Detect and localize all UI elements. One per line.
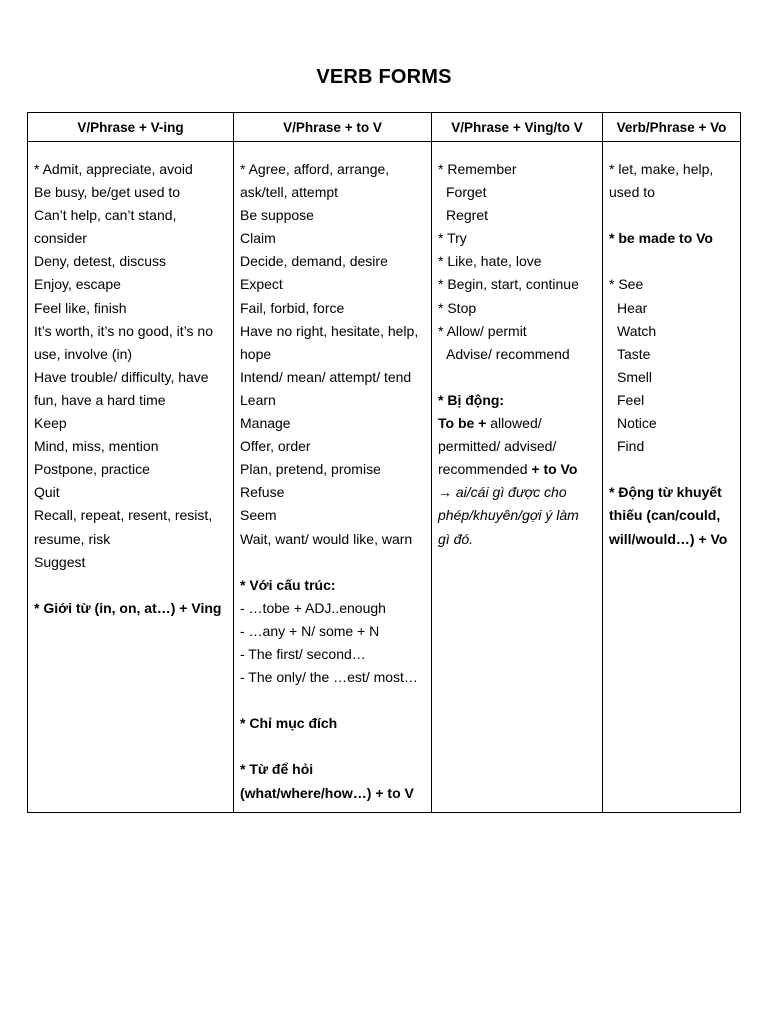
- list-item: Keep: [34, 415, 67, 432]
- list-item: Have no right, hesitate, help,: [240, 322, 419, 339]
- list-item: Wait, want/ would like, warn: [240, 530, 413, 547]
- question-word-note: * Từ để hỏi: [240, 761, 314, 778]
- list-item: Deny, detest, discuss: [34, 253, 167, 270]
- list-item: Regret: [446, 207, 489, 224]
- list-item: consider: [34, 230, 87, 247]
- list-item: ask/tell, attempt: [240, 184, 339, 201]
- header-ving: V/Phrase + V-ing: [28, 113, 234, 142]
- passive-verbs: recommended: [438, 461, 532, 478]
- list-item: Claim: [240, 230, 276, 247]
- made-note: * be made to Vo: [609, 230, 713, 247]
- list-item: * Agree, afford, arrange,: [240, 161, 390, 177]
- list-item: fun, have a hard time: [34, 391, 166, 408]
- list-item: * Like, hate, love: [438, 253, 542, 270]
- header-ving-or-to-v: V/Phrase + Ving/to V: [432, 113, 603, 142]
- blank-line: [609, 458, 734, 481]
- meaning-line: phép/khuyên/gợi ý làm: [438, 507, 579, 524]
- list-item: Recall, repeat, resent, resist,: [34, 507, 213, 524]
- cell-vo: [603, 142, 741, 813]
- blank-line: [609, 250, 734, 273]
- list-item: Find: [617, 438, 645, 455]
- list-item: It’s worth, it’s no good, it’s no: [34, 322, 213, 339]
- passive-heading: * Bị động:: [438, 391, 505, 408]
- question-word-note-cont: (what/where/how…) + to V: [240, 784, 414, 801]
- list-item: * See: [609, 276, 644, 293]
- list-item: Have trouble/ difficulty, have: [34, 368, 209, 385]
- list-item: Learn: [240, 391, 276, 408]
- list-item: * Try: [438, 230, 467, 247]
- structure-item: - The only/ the …est/ most…: [240, 669, 418, 686]
- list-item: * Allow/ permit: [438, 322, 527, 339]
- verb-forms-table: [27, 112, 741, 813]
- modal-note: will/would…) + Vo: [609, 530, 728, 547]
- purpose-note: * Chỉ mục đích: [240, 715, 338, 732]
- meaning-line: → ai/cái gì được cho: [438, 484, 567, 501]
- list-item: Seem: [240, 507, 277, 524]
- content-row: [28, 142, 741, 813]
- list-item: Feel like, finish: [34, 299, 127, 316]
- list-item: Expect: [240, 276, 283, 293]
- list-item: use, involve (in): [34, 345, 133, 362]
- list-item: resume, risk: [34, 530, 111, 547]
- list-item: hope: [240, 345, 272, 362]
- header-vo: Verb/Phrase + Vo: [603, 113, 741, 142]
- list-item: Intend/ mean/ attempt/ tend: [240, 368, 412, 385]
- list-item: Quit: [34, 484, 60, 501]
- structure-item: - …tobe + ADJ..enough: [240, 599, 386, 616]
- list-item: Can’t help, can’t stand,: [34, 207, 177, 224]
- blank-line: [240, 689, 425, 712]
- list-item: Decide, demand, desire: [240, 253, 388, 270]
- structure-heading: * Với cấu trúc:: [240, 576, 336, 593]
- structure-item: - …any + N/ some + N: [240, 622, 380, 639]
- passive-line: [438, 458, 596, 481]
- header-to-v: V/Phrase + to V: [234, 113, 432, 142]
- list-item: * Admit, appreciate, avoid: [34, 161, 193, 177]
- list-item: Postpone, practice: [34, 461, 150, 478]
- list-item: Offer, order: [240, 438, 311, 455]
- passive-tobe: To be +: [438, 415, 487, 432]
- passive-tovo: + to Vo: [531, 461, 578, 478]
- list-item: Fail, forbid, force: [240, 299, 345, 316]
- modal-note: thiếu (can/could,: [609, 507, 721, 524]
- blank-line: [438, 366, 596, 389]
- header-row: [28, 113, 741, 142]
- blank-line: [34, 574, 227, 597]
- modal-note: * Động từ khuyết: [609, 484, 722, 501]
- page-title: VERB FORMS: [316, 66, 452, 88]
- list-item: * Begin, start, continue: [438, 276, 579, 293]
- list-item: Hear: [617, 299, 648, 316]
- list-item: Feel: [617, 391, 645, 408]
- list-item: Be busy, be/get used to: [34, 184, 181, 201]
- list-item: Enjoy, escape: [34, 276, 121, 293]
- passive-line: permitted/ advised/: [438, 438, 557, 455]
- list-item: Advise/ recommend: [446, 345, 570, 362]
- structure-item: - The first/ second…: [240, 645, 366, 662]
- meaning-line: gì đó.: [438, 530, 474, 547]
- blank-line: [240, 735, 425, 758]
- list-item: Refuse: [240, 484, 285, 501]
- list-item: * Stop: [438, 299, 477, 316]
- list-item: Notice: [617, 415, 657, 432]
- list-item: Plan, pretend, promise: [240, 461, 381, 478]
- cell-ving: [28, 142, 234, 813]
- blank-line: [609, 204, 734, 227]
- cell-ving-or-to-v: [432, 142, 603, 813]
- passive-verbs: allowed/: [486, 415, 542, 432]
- list-item: Taste: [617, 345, 651, 362]
- list-item: Forget: [446, 184, 487, 201]
- list-item: Manage: [240, 415, 291, 432]
- passive-line: [438, 412, 596, 435]
- blank-line: [240, 551, 425, 574]
- list-item: Smell: [617, 368, 653, 385]
- list-item: Suggest: [34, 553, 86, 570]
- list-item: Mind, miss, mention: [34, 438, 159, 455]
- list-item: Watch: [617, 322, 657, 339]
- list-item: * let, make, help,: [609, 161, 714, 177]
- list-item: * Remember: [438, 161, 517, 177]
- list-item: Be suppose: [240, 207, 314, 224]
- cell-to-v: [234, 142, 432, 813]
- list-item: used to: [609, 184, 655, 201]
- preposition-note: * Giới từ (in, on, at…) + Ving: [34, 599, 222, 616]
